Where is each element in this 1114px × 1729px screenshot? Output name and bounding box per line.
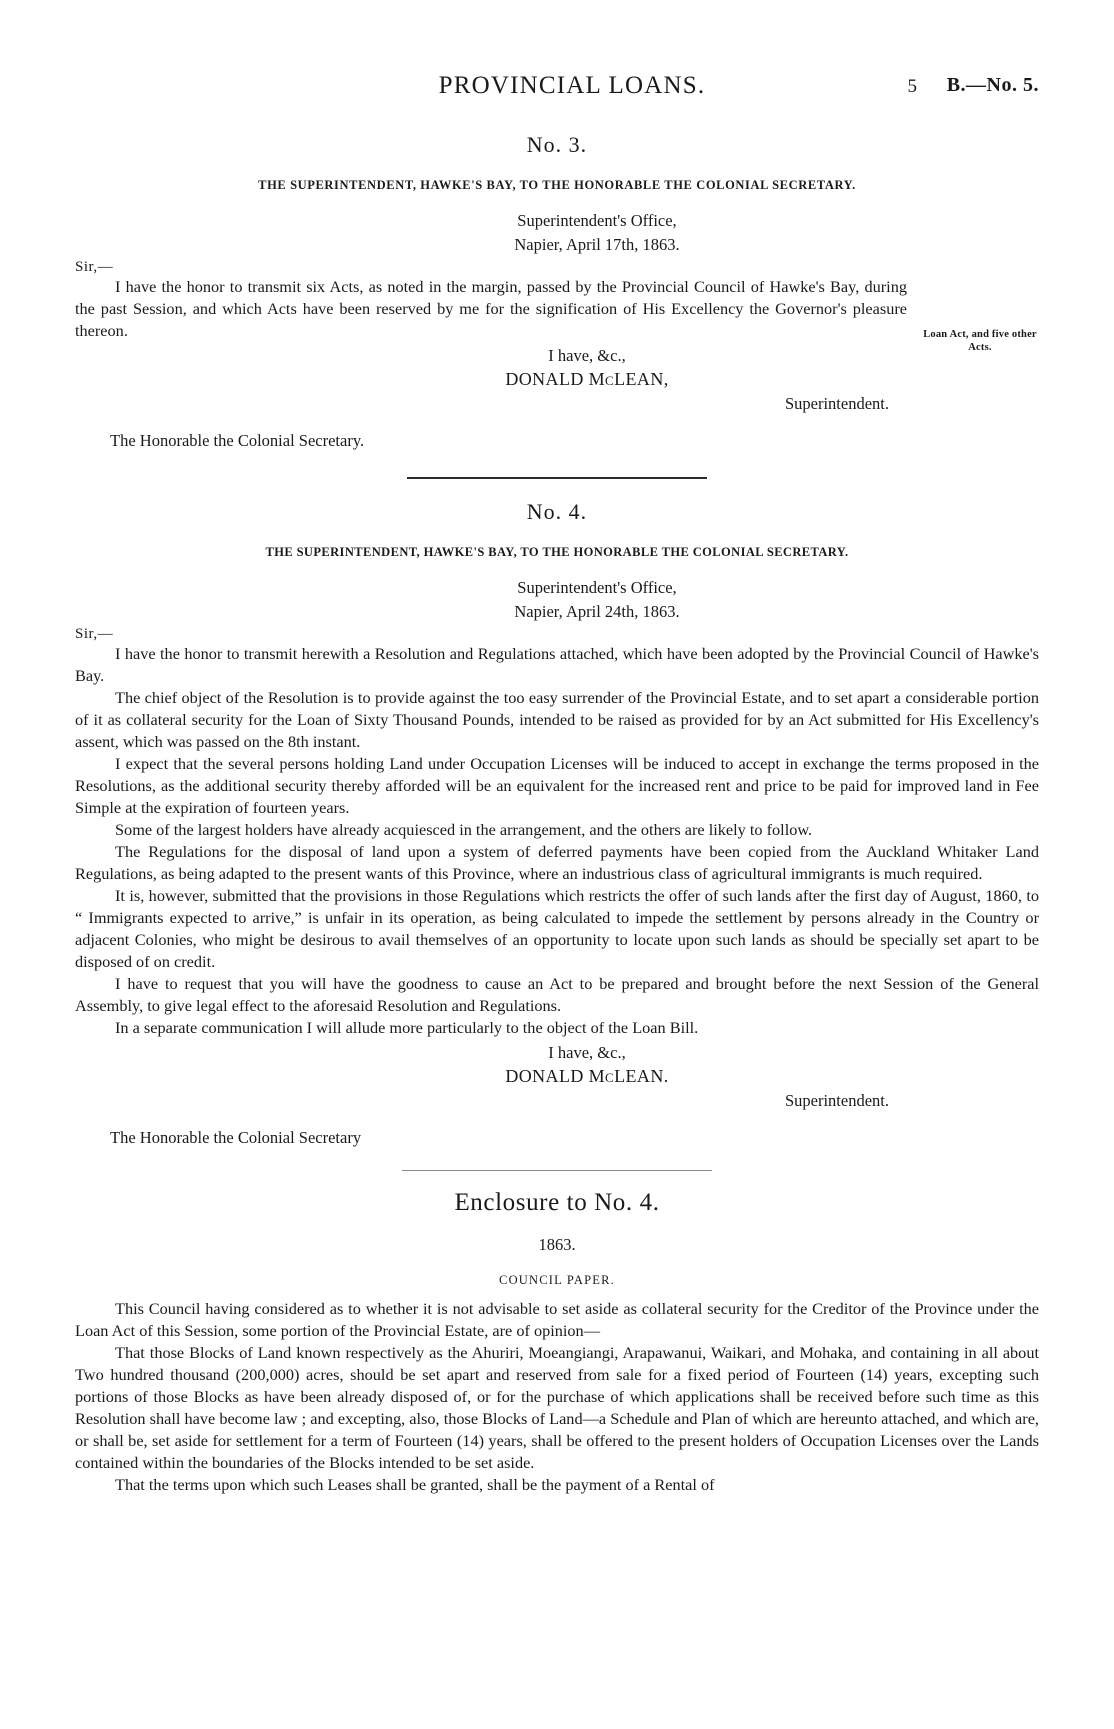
section-no-3 xyxy=(75,132,1039,451)
page-number: 5 xyxy=(907,76,917,97)
place-and-date: Napier, April 24th, 1863. xyxy=(514,602,680,622)
enclosure-title: Enclosure to No. 4. xyxy=(454,1189,660,1217)
office-name: Superintendent's Office, xyxy=(517,578,677,598)
paragraph: I expect that the several persons holding Land under Occupation Licenses will be induced to accept in exchange the terms proposed in the Resolutions, as the additional security thereby afforded will be an equivalent for the increased rent and price to be paid for improved land in Fee Simple at the expiration of fourteen years. xyxy=(75,754,1039,818)
signature-name: DONALD McLEAN. xyxy=(505,1066,669,1087)
enclosure-year: 1863. xyxy=(538,1235,576,1255)
addressee: The Honorable the Colonial Secretary xyxy=(110,1128,362,1148)
salutation: Sir,— xyxy=(75,626,114,643)
letter-closing xyxy=(75,344,1039,415)
paragraph: I have to request that you will have the goodness to cause an Act to be prepared and brought before the next Session of the General Assembly, to give legal effect to the aforesaid Resolution and Regulations. xyxy=(75,974,1039,1016)
letter-origin xyxy=(75,576,1039,624)
section-subject-line: THE SUPERINTENDENT, HAWKE'S BAY, TO THE HONORABLE THE COLONIAL SECRETARY. xyxy=(265,545,849,560)
paragraph: The Regulations for the disposal of land upon a system of deferred payments have been copied from the Auckland Whitaker Land Regulations, as being adapted to the present wants of this Province, where an industrious class of agricultural immigrants is much required. xyxy=(75,842,1039,884)
paragraph: That the terms upon which such Leases shall be granted, shall be the payment of a Rental of xyxy=(115,1475,715,1495)
page-title: PROVINCIAL LOANS. xyxy=(438,72,706,99)
closing-phrase: I have, &c., xyxy=(548,345,626,365)
paragraph: In a separate communication I will allude more particularly to the object of the Loan Bill. xyxy=(115,1018,699,1038)
paragraph: I have the honor to transmit herewith a Resolution and Regulations attached, which have been adopted by the Provincial Council of Hawke's Bay. xyxy=(75,644,1039,686)
section-subject-line: THE SUPERINTENDENT, HAWKE'S BAY, TO THE HONORABLE THE COLONIAL SECRETARY. xyxy=(258,178,856,192)
section-no-4 xyxy=(75,499,1039,1148)
salutation: Sir,— xyxy=(75,258,114,275)
section-number: No. 4. xyxy=(526,499,588,525)
letter-closing xyxy=(75,1041,1039,1112)
paragraph: It is, however, submitted that the provisions in those Regulations which restricts the offer of such lands after the first day of August, 1860, to “ Immigrants expected to arrive,” is unfair in its operation, as being calculated to impede the settlement by persons already in the Country or adjacent Colonies, who might be desirous to avail themselves of an opportunity to locate upon such lands as should be specially set apart to be disposed of on credit. xyxy=(75,886,1039,972)
place-and-date: Napier, April 17th, 1863. xyxy=(514,234,680,254)
closing-phrase: I have, &c., xyxy=(548,1043,626,1063)
paragraph: This Council having considered as to whether it is not advisable to set aside as collateral security for the Creditor of the Province under the Loan Act of this Session, some portion of the Provincial Estate, are of opinion— xyxy=(75,1299,1039,1341)
section-divider xyxy=(407,477,707,479)
council-paper-label: COUNCIL PAPER. xyxy=(499,1273,615,1288)
paper-reference: B.—No. 5. xyxy=(946,74,1039,96)
letter-origin xyxy=(75,209,1039,257)
section-number: No. 3. xyxy=(526,132,588,157)
page-content xyxy=(75,72,1039,1496)
signature-name: DONALD McLEAN, xyxy=(505,368,669,389)
paragraph: I have the honor to transmit six Acts, as noted in the margin, passed by the Provincial Council of Hawke's Bay, during the past Session, and which Acts have been reserved by me for the signification of His Excellency the Governor's pleasure thereon. xyxy=(75,276,907,340)
paragraph: Some of the largest holders have already acquiesced in the arrangement, and the others are likely to follow. xyxy=(115,820,813,840)
office-name: Superintendent's Office, xyxy=(517,211,677,230)
page-header xyxy=(75,72,1039,114)
paragraph: The chief object of the Resolution is to provide against the too easy surrender of the Provincial Estate, and to set apart a considerable portion of it as collateral security for the Loan of Sixty Thousand Pounds, intended to be raised as provided for by an Act submitted for His Excellency's assent, which was passed on the 8th instant. xyxy=(75,688,1039,752)
addressee: The Honorable the Colonial Secretary. xyxy=(110,431,365,451)
enclosure-section xyxy=(75,1189,1039,1496)
paragraph: That those Blocks of Land known respectively as the Ahuriri, Moeangiangi, Arapawanui, Waikari, and Mohaka, and containing in all about Two hundred thousand (200,000) acres, should be set apart and reserved from sale for a fixed period of Fourteen (14) years, excepting such portions of those Blocks as have been already disposed of, or for the purchase of which applications shall be received before such time as this Resolution shall have become law ; and excepting, also, those Blocks of Land—a Schedule and Plan of which are hereunto attached, and which are, or shall be, set aside for settlement for a term of Fourteen (14) years, shall be offered to the present holders of Occupation Licenses over the Lands contained within the boundaries of the Blocks intended to be set aside. xyxy=(75,1343,1039,1473)
signature-role: Superintendent. xyxy=(784,394,889,414)
enclosure-divider xyxy=(402,1170,712,1171)
signature-role: Superintendent. xyxy=(784,1091,889,1111)
margin-note: Loan Act, and five other Acts. xyxy=(923,329,1037,354)
